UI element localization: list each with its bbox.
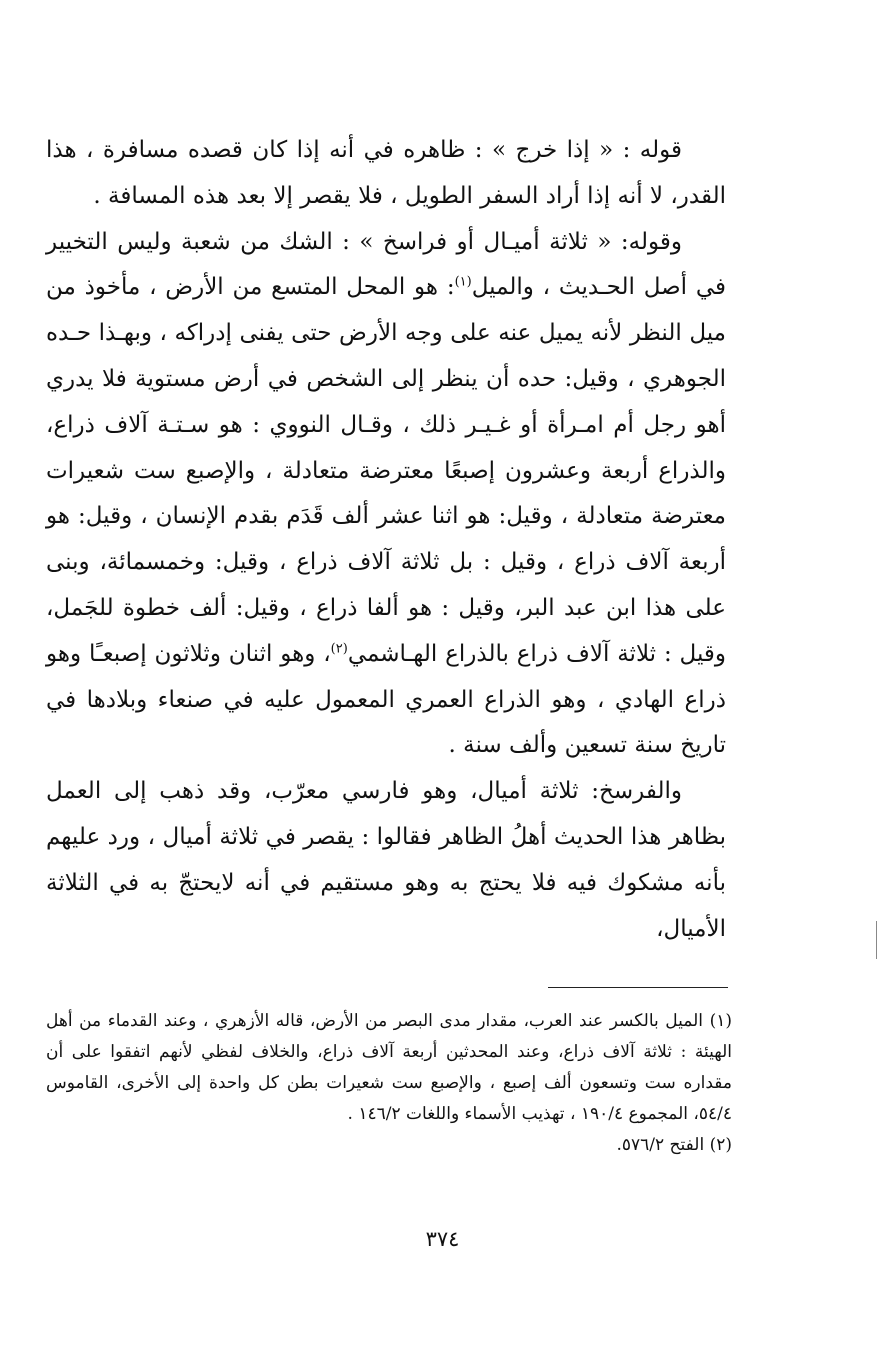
footnote-ref-2[interactable]: (٢) xyxy=(330,641,348,657)
margin-mark xyxy=(876,921,877,959)
footnotes xyxy=(46,1006,732,1161)
footnote-1-text: الميل بالكسر عند العرب، مقدار مدى البصر من الأرض، قاله الأزهري ، وعند القدماء من أهل الهيئة : ثلاثة آلاف ذراع، وعند المحدثين أربعة آلاف ذراع، والخلاف لفظي لأنهم اتفقوا على أن مقداره ست وتسعون ألف إصبع ، والإصبع ست شعيرات بطن كل واحدة إلى الأخرى، القاموس ٥٤/٤، المجموع ١٩٠/٤ ، تهذيب الأسماء واللغات ١٤٦/٢ . xyxy=(46,1011,732,1124)
footnote-1-marker: (١) xyxy=(709,1011,733,1031)
footnote-2 xyxy=(46,1130,732,1161)
footnote-2-text: الفتح ٥٧٦/٢. xyxy=(616,1135,705,1155)
page-number: ٣٧٤ xyxy=(425,1227,460,1251)
main-text xyxy=(46,128,726,952)
paragraph-1: قوله : « إذا خرج » : ظاهره في أنه إذا كان قصده مسافرة ، هذا القدر، لا أنه إذا أراد السفر الطويل ، فلا يقصر إلا بعد هذه المسافة . xyxy=(46,137,726,209)
paragraph-2-part-1: وقوله: « ثلاثة أميـال أو فراسخ » : الشك من شعبة وليس التخيير في أصل الحـديث ، والميل xyxy=(46,228,726,301)
paragraph-3: والفرسخ: ثلاثة أميال، وهو فارسي معرّب، وقد ذهب إلى العمل بظاهر هذا الحديث أهلُ الظاهر فقالوا : يقصر في ثلاثة أميال ، ورد عليهم بأنه مشكوك فيه فلا يحتج به وهو مستقيم في أنه لايحتجّ به في الثلاثة الأميال، xyxy=(46,778,726,942)
paragraph-2-part-2: : هو المحل المتسع من الأرض ، مأخوذ من ميل النظر لأنه يميل عنه على وجه الأرض حتى يفنى إدراكه ، وبهـذا حـده الجوهري ، وقيل: حده أن ينظر إلى الشخص في أرض مستوية فلا يدري أهو رجل أم امـرأة أو غـيـر ذلك ، وقـال النووي : هو سـتـة آلاف ذراع، والذراع أربعة وعشرون إصبعًا معترضة متعادلة ، والإصبع ست شعيرات معترضة متعادلة ، وقيل: هو اثنا عشر ألف قَدَم بقدم الإنسان ، وقيل: هو أربعة آلاف ذراع ، وقيل : بل ثلاثة آلاف ذراع ، وقيل: وخمسمائة، وبنى على هذا ابن عبد البر، وقيل : هو ألفا ذراع ، وقيل: ألف خطوة للجَمل، وقيل : ثلاثة آلاف ذراع بالذراع الهـاشمي xyxy=(46,274,727,667)
footnote-2-marker: (٢) xyxy=(709,1135,732,1155)
paragraph-2-part-3: ، وهو اثنان وثلاثون إصبعـًا وهو ذراع الهادي ، وهو الذراع العمري المعمول عليه في صنعاء وبلادها في تاريخ سنة تسعين وألف سنة . xyxy=(46,640,726,759)
footnote-1 xyxy=(46,1006,732,1130)
footnote-ref-1[interactable]: (١) xyxy=(454,274,472,290)
paragraph-2 xyxy=(46,220,726,770)
footnote-separator xyxy=(548,987,728,988)
